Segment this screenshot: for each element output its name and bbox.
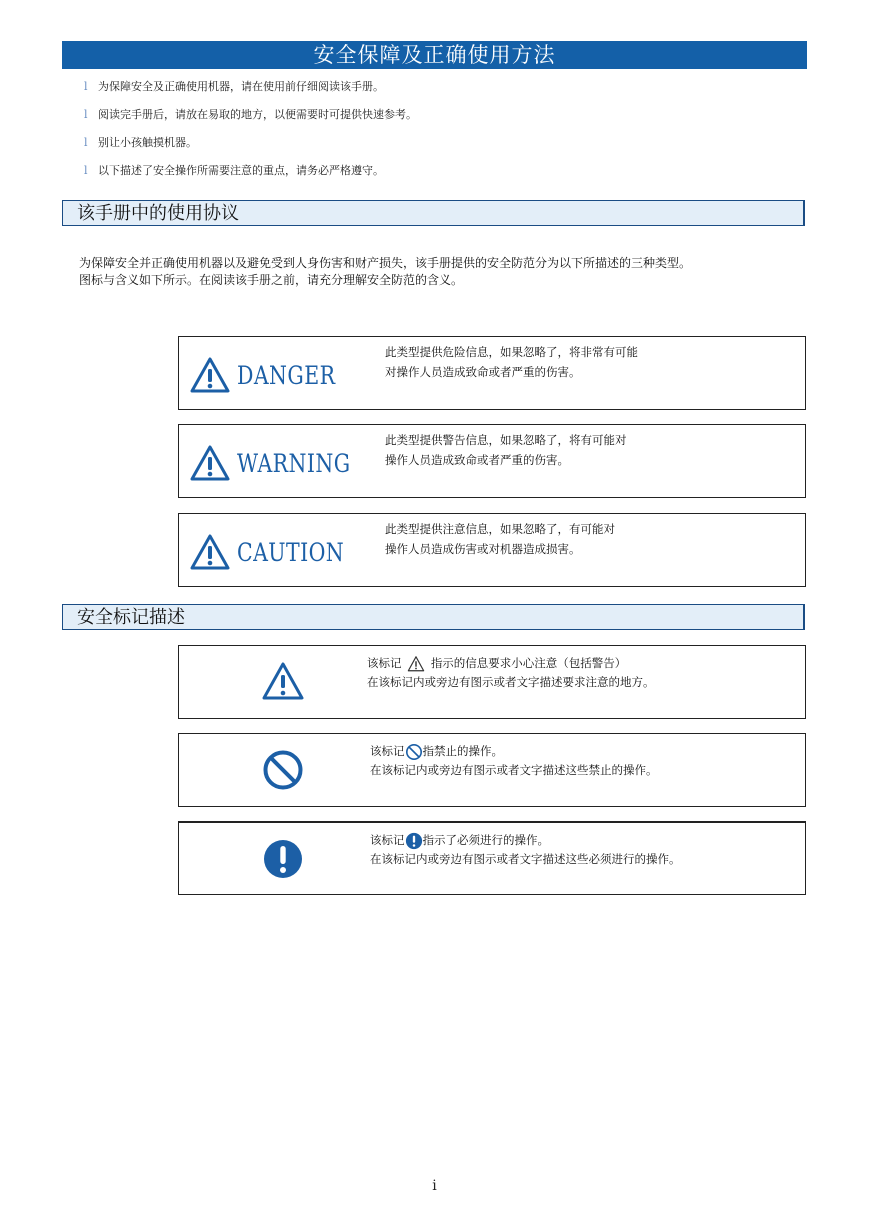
mark-text-post: 指示的信息要求小心注意（包括警告） (430, 656, 627, 670)
description-line (370, 742, 658, 761)
description-line: 对操作人员造成致命或者严重的伤害。 (385, 365, 581, 379)
prohibition-mark-box (178, 733, 806, 807)
mark-text-pre: 该标记 (367, 656, 402, 670)
intro-line: 为保障安全并正确使用机器以及避免受到人身伤害和财产损失，该手册提供的安全防范分为以下所描述的三种类型。 (79, 256, 692, 270)
description-line: 操作人员造成伤害或对机器造成损害。 (385, 542, 581, 556)
bullet-mark: l (84, 108, 88, 121)
description-line: 在该标记内或旁边有图示或者文字描述这些禁止的操作。 (370, 763, 658, 777)
description-line: 在该标记内或旁边有图示或者文字描述要求注意的地方。 (367, 675, 655, 689)
mandatory-action-icon (405, 832, 423, 850)
mark-text-pre: 该标记 (370, 744, 405, 758)
caution-description (385, 519, 615, 559)
bullet-item (84, 134, 197, 150)
warning-triangle-icon (189, 444, 231, 482)
bullet-mark: l (84, 136, 88, 149)
bullet-text: 阅读完手册后，请放在易取的地方，以便需要时可提供快速参考。 (98, 108, 417, 121)
warning-triangle-icon (407, 655, 425, 673)
bullet-text: 以下描述了安全操作所需要注意的重点，请务必严格遵守。 (98, 164, 384, 177)
description-line: 此类型提供警告信息，如果忽略了，将有可能对 (385, 433, 627, 447)
danger-description (385, 342, 638, 382)
description-line (370, 831, 681, 850)
section-heading-safety-marks: 安全标记描述 (62, 604, 805, 630)
section-heading-usage-conventions: 该手册中的使用协议 (62, 200, 805, 226)
mark-text-post: 指示了必须进行的操作。 (422, 833, 549, 847)
mark-text-pre: 该标记 (370, 833, 405, 847)
description-line: 此类型提供注意信息，如果忽略了，有可能对 (385, 522, 615, 536)
warning-triangle-icon (261, 660, 305, 704)
bullet-text: 为保障安全及正确使用机器，请在使用前仔细阅读该手册。 (98, 80, 384, 93)
prohibition-mark-description (370, 742, 658, 780)
mandatory-mark-description (370, 831, 681, 869)
description-line (367, 654, 655, 673)
description-line: 在该标记内或旁边有图示或者文字描述这些必须进行的操作。 (370, 852, 681, 866)
mandatory-mark-box (178, 821, 806, 895)
prohibition-icon (405, 743, 423, 761)
description-line: 此类型提供危险信息，如果忽略了，将非常有可能 (385, 345, 638, 359)
attention-mark-description (367, 654, 655, 692)
bullet-mark: l (84, 80, 88, 93)
bullet-text: 别让小孩触摸机器。 (98, 136, 197, 149)
danger-label: DANGER (237, 361, 336, 390)
bullet-item (84, 106, 417, 122)
warning-label: WARNING (237, 449, 351, 478)
danger-box (178, 336, 806, 410)
page-number: i (432, 1178, 437, 1194)
caution-label: CAUTION (237, 538, 345, 567)
warning-triangle-icon (189, 356, 231, 394)
mark-text-post: 指禁止的操作。 (422, 744, 503, 758)
attention-mark-box (178, 645, 806, 719)
description-line: 操作人员造成致命或者严重的伤害。 (385, 453, 569, 467)
warning-triangle-icon (189, 533, 231, 571)
prohibition-icon (261, 748, 305, 792)
intro-line: 图标与含义如下所示。在阅读该手册之前，请充分理解安全防范的含义。 (79, 273, 464, 287)
mandatory-action-icon (261, 837, 305, 881)
intro-paragraph (79, 255, 691, 289)
caution-box (178, 513, 806, 587)
page-title: 安全保障及正确使用方法 (62, 41, 807, 69)
warning-description (385, 430, 627, 470)
bullet-item (84, 162, 384, 178)
bullet-mark: l (84, 164, 88, 177)
bullet-item (84, 78, 384, 94)
warning-box (178, 424, 806, 498)
